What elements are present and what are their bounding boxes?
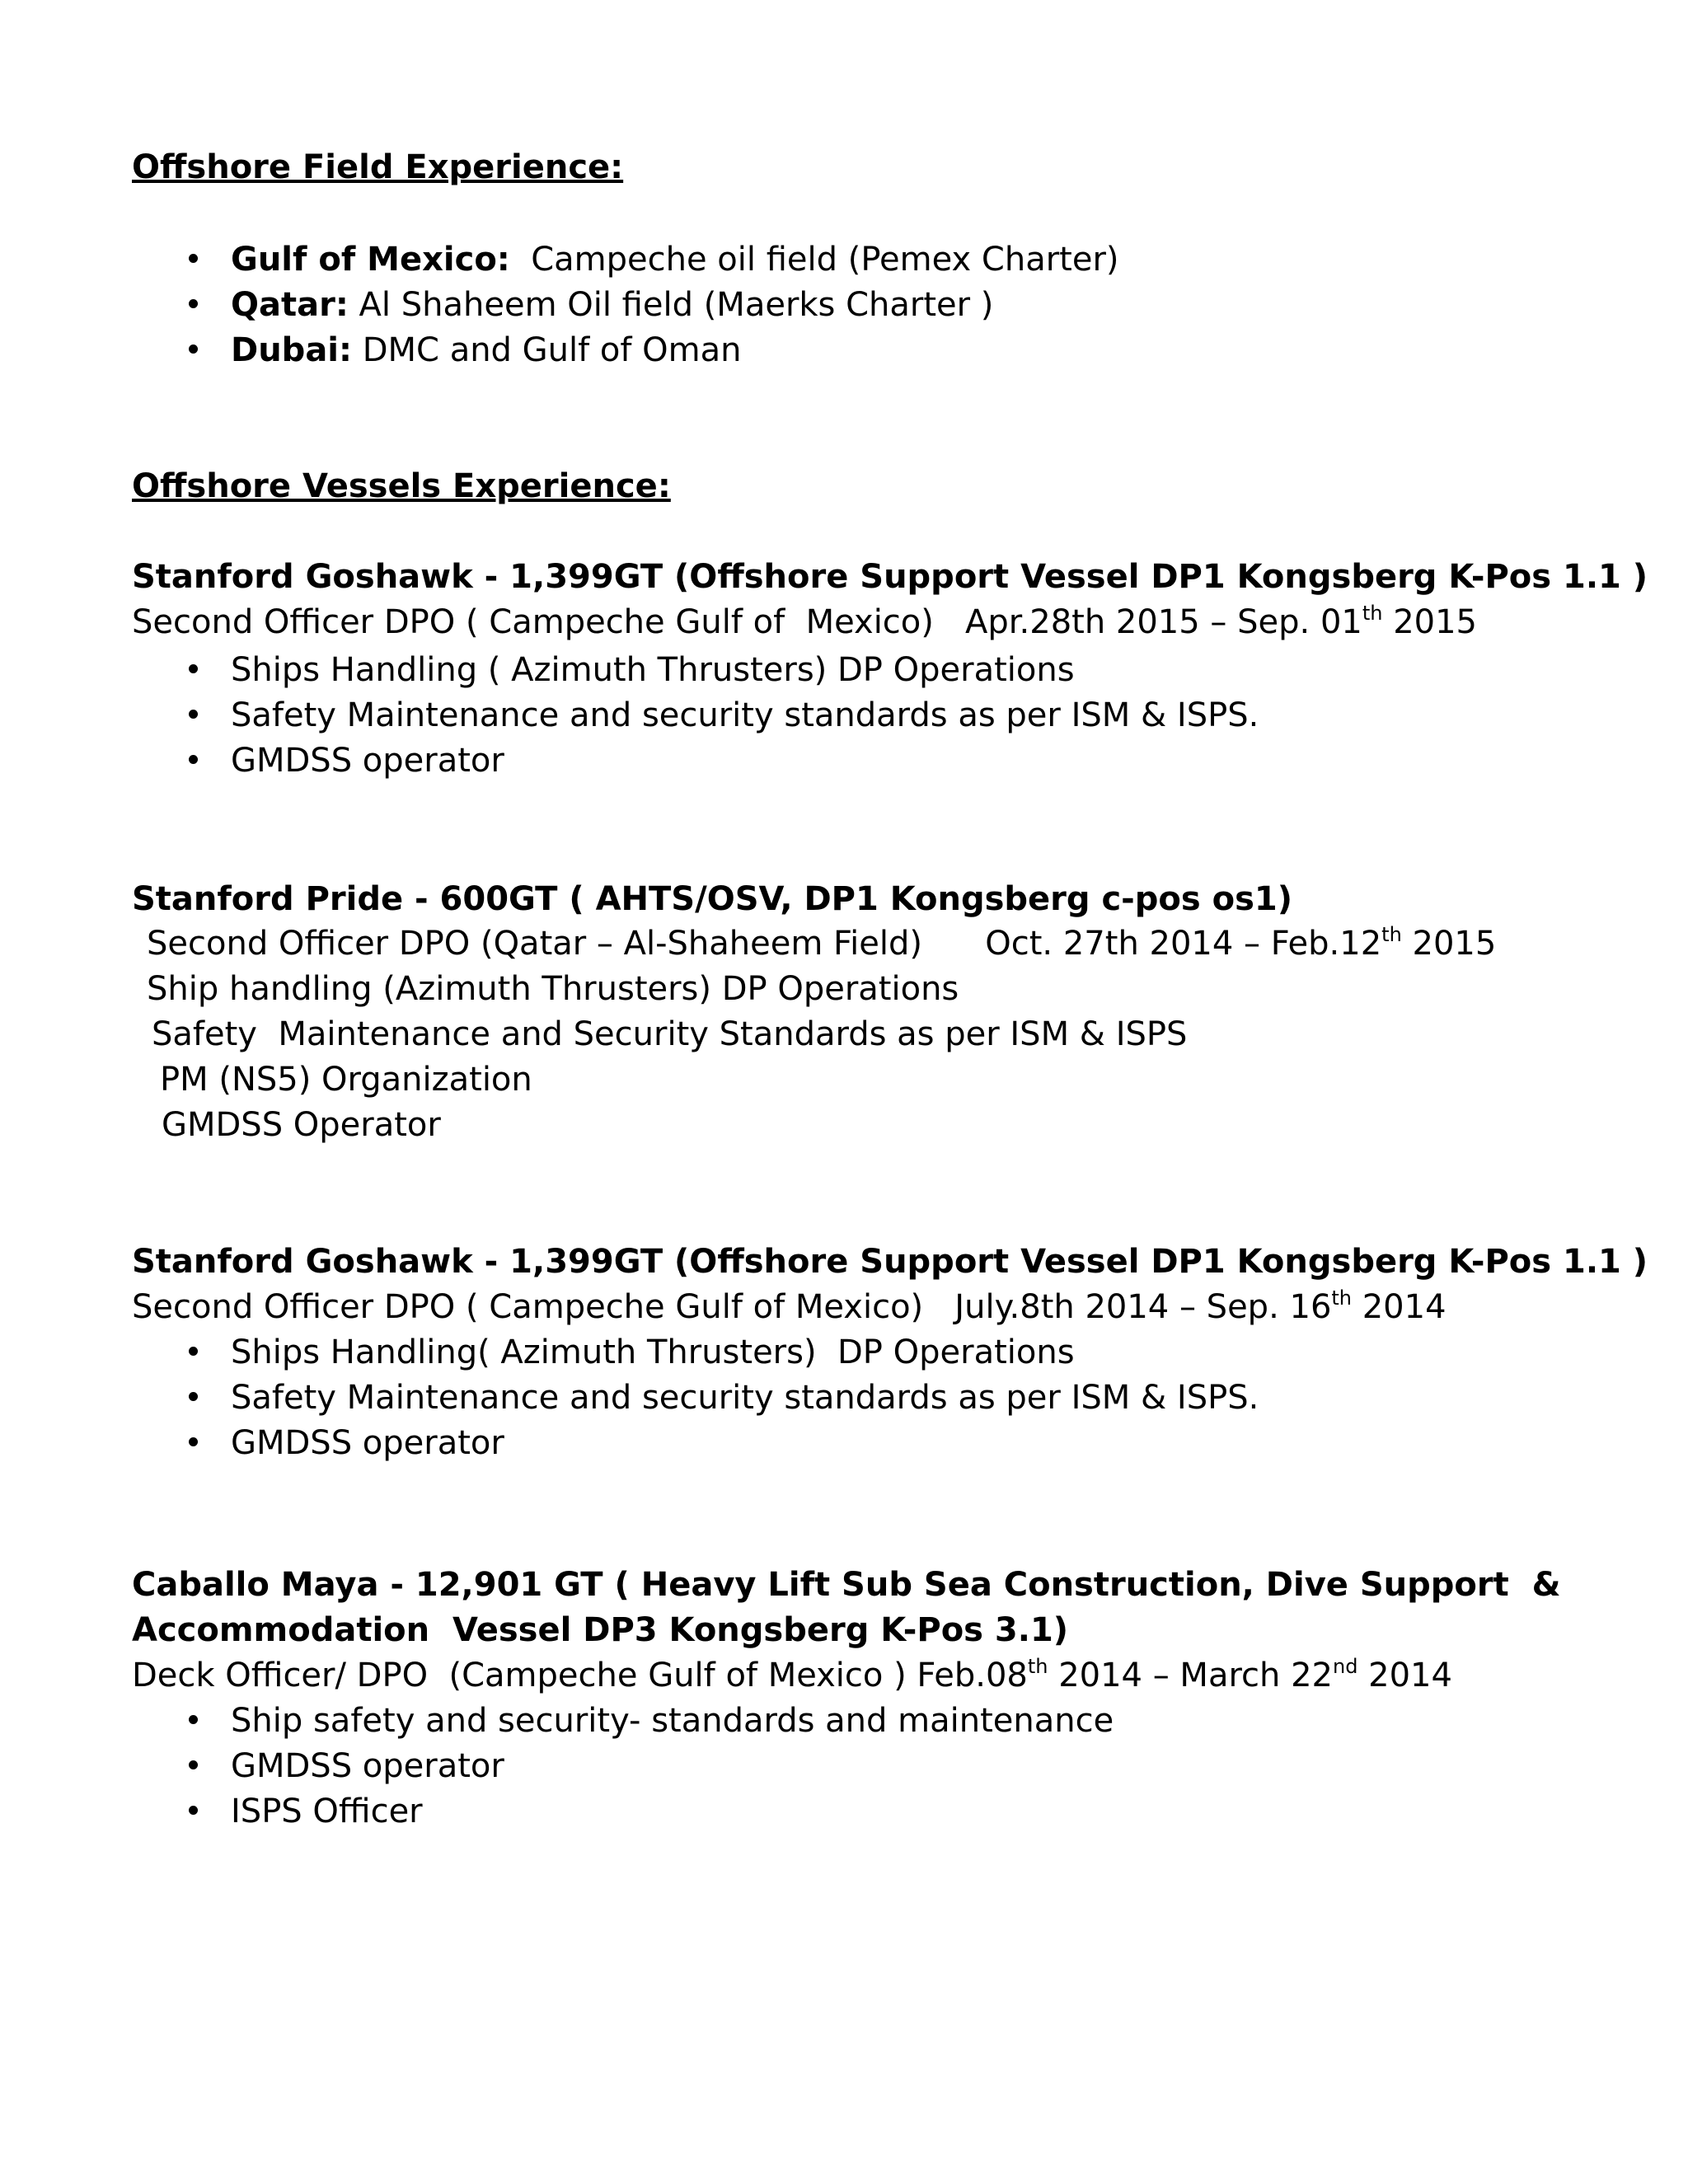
- bullet-icon: [189, 1760, 198, 1769]
- vessel-role: Deck Officer/ DPO (Campeche Gulf of Mexico ) Feb.08th 2014 – March 22nd 2014: [132, 1655, 1452, 1694]
- field-label: Qatar:: [231, 286, 349, 324]
- vessel-title: Caballo Maya - 12,901 GT ( Heavy Lift Sub Sea Construction, Dive Support &: [132, 1566, 1561, 1604]
- bullet-icon: [189, 1347, 198, 1356]
- resume-page: Offshore Field Experience: Gulf of Mexico: Campeche oil field (Pemex Charter) Qatar: Al Shaheem Oil field (Maerks Charter ) Dubai: DMC and Gulf of Oman Offshore Vessels Experience: Stanford Goshawk - 1,399GT (Offshore Support Vessel DP1 Kongsberg K-Pos 1.1 ) Second Officer DPO ( Campeche Gulf of Mexico) Apr.28th 2015 – Sep. 01th 2015 Ships Handling ( Azimuth Thrusters) DP Operations Safety Maintenance and security standards as per ISM & ISPS. GMDSS operator Stanford Pride - 600GT ( AHTS/OSV, DP1 Kongsberg c-pos os1) Second Officer DPO (Qatar – Al-Shaheem Field) Oct. 27th 2014 – Feb.12th 2015 Ship handling (Azimuth Thrusters) DP Operations Safety Maintenance and Security Standards as per ISM & ISPS PM (NS5) Organization GMDSS Operator Stanford Goshawk - 1,399GT (Offshore Support Vessel DP1 Kongsberg K-Pos 1.1 ) Second Officer DPO ( Campeche Gulf of Mexico) July.8th 2014 – Sep. 16th 2014 Ships Handling( Azimuth Thrusters) DP Operations Safety Maintenance and security standards as per ISM & ISPS. GMDSS operator Caballo Maya - 12,901 GT ( Heavy Lift Sub Sea Construction, Dive Support & Accommodation Vessel DP3 Kongsberg K-Pos 3.1) Deck Officer/ DPO (Campeche Gulf of Mexico ) Feb.08th 2014 – March 22nd 2014 Ship safety and security- standards and maintenance GMDSS operator ISPS Officer: [0, 0, 1688, 2184]
- vessel-title: Accommodation Vessel DP3 Kongsberg K-Pos 3.1): [132, 1611, 1069, 1649]
- field-text: Al Shaheem Oil field (Maerks Charter ): [348, 286, 994, 324]
- bullet-icon: [189, 1437, 198, 1446]
- duty-line: Ship handling (Azimuth Thrusters) DP Operations: [147, 970, 959, 1008]
- bullet-icon: [189, 755, 198, 764]
- field-experience-heading: Offshore Field Experience:: [132, 148, 624, 186]
- field-label: Gulf of Mexico:: [231, 241, 510, 279]
- bullet-icon: [189, 1806, 198, 1815]
- bullet-icon: [189, 710, 198, 719]
- vessel-title: Stanford Pride - 600GT ( AHTS/OSV, DP1 Kongsberg c-pos os1): [132, 880, 1293, 918]
- vessel-role: Second Officer DPO ( Campeche Gulf of Mexico) July.8th 2014 – Sep. 16th 2014: [132, 1286, 1447, 1326]
- field-text: DMC and Gulf of Oman: [352, 331, 742, 369]
- vessel-role: Second Officer DPO ( Campeche Gulf of Mexico) Apr.28th 2015 – Sep. 01th 2015: [132, 602, 1477, 641]
- vessel-role: Second Officer DPO (Qatar – Al-Shaheem Field) Oct. 27th 2014 – Feb.12th 2015: [147, 923, 1497, 963]
- duty-line: Safety Maintenance and Security Standards as per ISM & ISPS: [152, 1015, 1188, 1053]
- duty-line: PM (NS5) Organization: [160, 1061, 532, 1099]
- bullet-icon: [189, 254, 198, 263]
- bullet-icon: [189, 664, 198, 673]
- bullet-icon: [189, 299, 198, 308]
- duty-line: GMDSS Operator: [162, 1106, 441, 1144]
- vessels-experience-heading: Offshore Vessels Experience:: [132, 467, 671, 505]
- bullet-icon: [189, 1715, 198, 1724]
- vessel-title: Stanford Goshawk - 1,399GT (Offshore Support Vessel DP1 Kongsberg K-Pos 1.1 ): [132, 558, 1648, 596]
- field-label: Dubai:: [231, 331, 353, 369]
- bullet-icon: [189, 344, 198, 354]
- bullet-icon: [189, 1392, 198, 1401]
- field-text: Campeche oil field (Pemex Charter): [509, 241, 1119, 279]
- vessel-title: Stanford Goshawk - 1,399GT (Offshore Support Vessel DP1 Kongsberg K-Pos 1.1 ): [132, 1243, 1648, 1281]
